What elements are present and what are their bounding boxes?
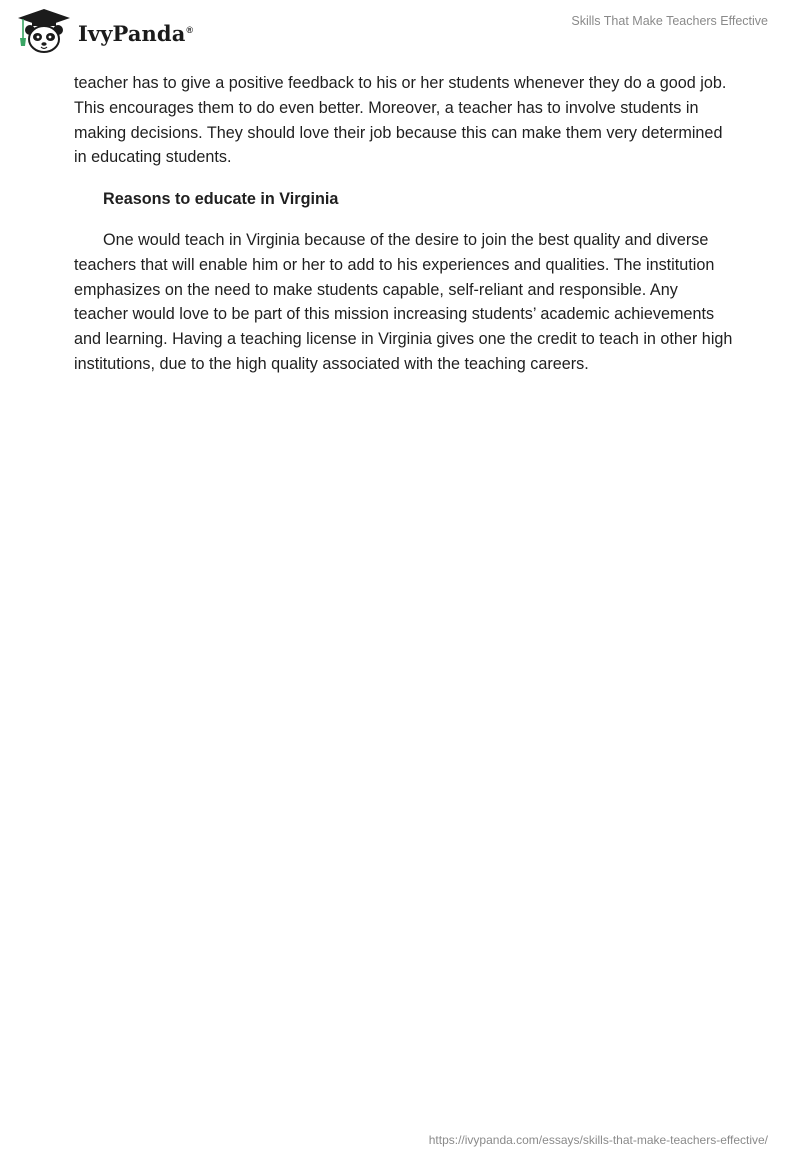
- paragraph-continued: teacher has to give a positive feedback to his or her students whenever they do a good job. This encourages them to do even better. Moreover, a teacher has to involve students in making decisions. They should love their job because this can make them very determined in educating students.: [74, 74, 727, 167]
- logo-text: IvyPanda: [78, 20, 186, 46]
- logo-wordmark: [78, 21, 193, 46]
- running-title: Skills That Make Teachers Effective: [571, 14, 768, 28]
- source-url[interactable]: https://ivypanda.com/essays/skills-that-make-teachers-effective/: [428, 1133, 768, 1147]
- section-heading: Reasons to educate in Virginia: [103, 190, 339, 209]
- panda-graduate-icon: [14, 8, 74, 56]
- page-header: [0, 0, 800, 64]
- registered-mark: ®: [186, 24, 194, 35]
- essay-body: [74, 71, 734, 377]
- paragraph-virginia: One would teach in Virginia because of the desire to join the best quality and diverse teachers that will enable him or her to add to his experiences and qualities. The institution emphasizes on the need to make students capable, self-reliant and responsible. Any teacher would love to be part of this mission increasing students’ academic achievements and learning. Having a teaching license in Virginia gives one the credit to teach in other high institutions, due to the high quality associated with the teaching careers.: [74, 230, 733, 373]
- ivypanda-logo[interactable]: [14, 8, 193, 56]
